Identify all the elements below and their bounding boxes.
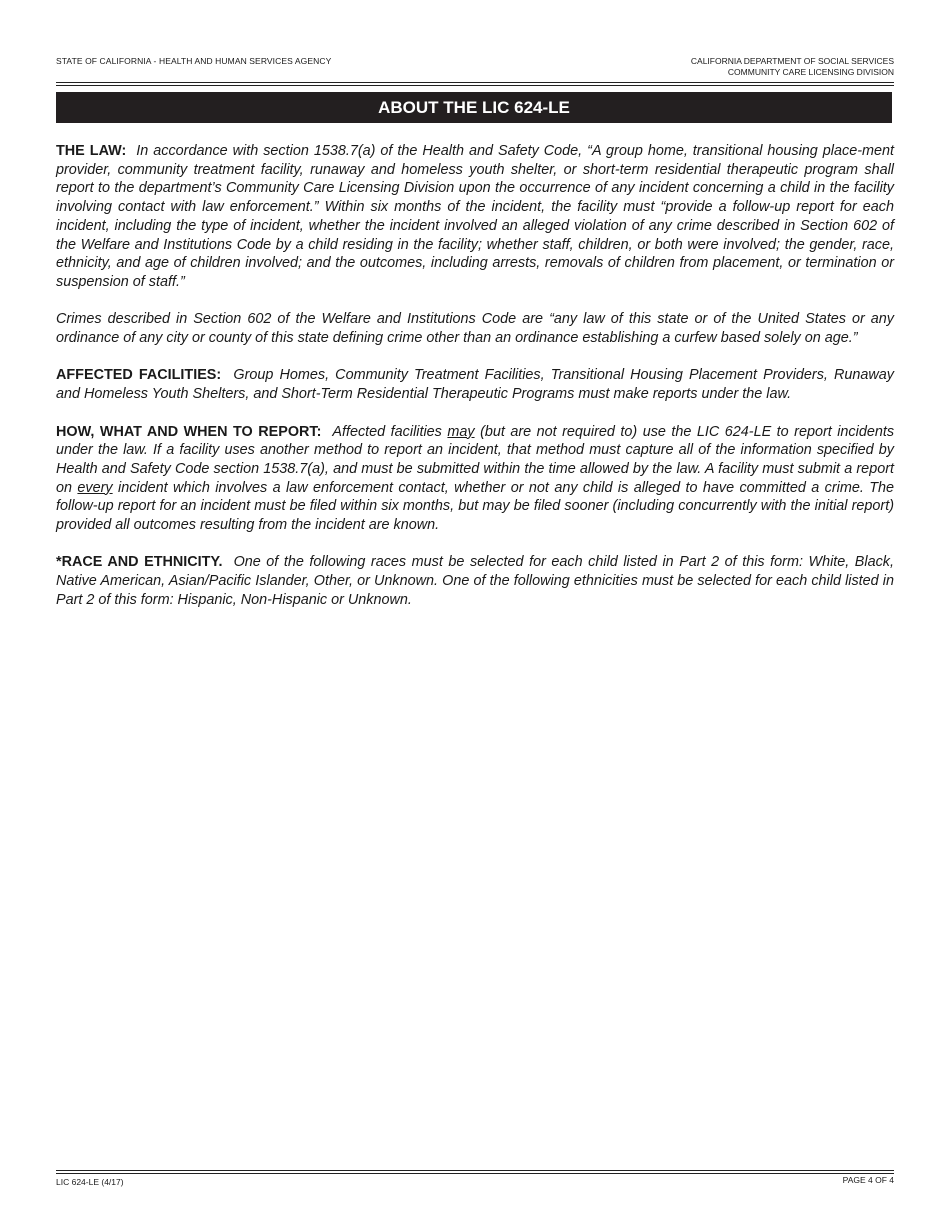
report-emphasis-every: every [77, 479, 113, 496]
facilities-paragraph [56, 366, 894, 403]
race-paragraph [56, 553, 894, 609]
division-name: COMMUNITY CARE LICENSING DIVISION [727, 67, 894, 77]
form-instructions [56, 142, 894, 628]
law-text: In accordance with section 1538.7(a) of the Health and Safety Code, “A group home, transitional housing place-ment provider, community treatment facility, runaway and homeless youth shelter, or short-term residential therapeutic program shall report to the department’s Community Care Licensing Division upon the occurrence of any incident concerning a child in the facility involving contact with law enforcement.” Within six months of the incident, the facility must “provide a follow-up report for each incident, including the type of incident, whether the incident involved an alleged violation of any crime described in Section 602 of the Welfare and Institutions Code by a child residing in the facility; whether staff, children, or both were involved; the gender, race, ethnicity, and age of children involved; and the outcomes, including arrests, removals of children from placement, or termination or suspension of staff.” [56, 143, 894, 290]
law-heading: THE LAW: [56, 143, 127, 159]
crimes-paragraph [56, 310, 894, 347]
report-text-2: (but are not required to) use the LIC 624-LE to report incidents under the law. If a facility uses another method to report an incident, that method must capture all of the information specified by Health and Safety Code section 1538.7(a), and must be submitted within the time allowed by the law. A facility must submit a report on [56, 423, 895, 496]
facilities-heading: AFFECTED FACILITIES: [56, 367, 222, 384]
facilities-text: Group Homes, Community Treatment Facilities, Transitional Housing Placement Providers, Runaway and Homeless Youth Shelters, and Short-Term Residential Therapeutic Programs must make reports under the law. [56, 367, 894, 403]
agency-header: STATE OF CALIFORNIA - HEALTH AND HUMAN SERVICES AGENCY [56, 56, 332, 66]
footer-double-rule [56, 1170, 894, 1174]
department-header [691, 56, 894, 78]
page-title: ABOUT THE LIC 624-LE [56, 92, 892, 123]
report-text-3: incident which involves a law enforcement contact, whether or not any child is alleged to have committed a crime. The follow-up report for an incident must be filed within six months, but may be filed sooner (including concurrently with the initial report) provided all outcomes resulting from the incident are known. [56, 479, 895, 534]
law-paragraph [56, 142, 894, 292]
report-text-1: Affected facilities [332, 423, 442, 440]
form-id: LIC 624-LE (4/17) [56, 1177, 124, 1187]
race-text: One of the following races must be selected for each child listed in Part 2 of this form: White, Black, Native American, Asian/Pacific Islander, Other, or Unknown. One of the following ethnicities must be selected for each child listed in Part 2 of this form: Hispanic, Non-Hispanic or Unknown. [56, 554, 894, 608]
header-double-rule [56, 82, 894, 86]
department-name: CALIFORNIA DEPARTMENT OF SOCIAL SERVICES [690, 56, 894, 66]
report-emphasis-may: may [447, 423, 475, 440]
crimes-text: Crimes described in Section 602 of the Welfare and Institutions Code are “any law of this state or of the United States or any ordinance of any city or county of this state defining crime other than an ordinance establishing a curfew based solely on age.” [56, 311, 894, 347]
race-heading: *RACE AND ETHNICITY. [56, 554, 223, 571]
page-number: PAGE 4 OF 4 [842, 1175, 894, 1185]
report-heading: HOW, WHAT AND WHEN TO REPORT: [56, 423, 322, 440]
report-paragraph [56, 423, 894, 535]
